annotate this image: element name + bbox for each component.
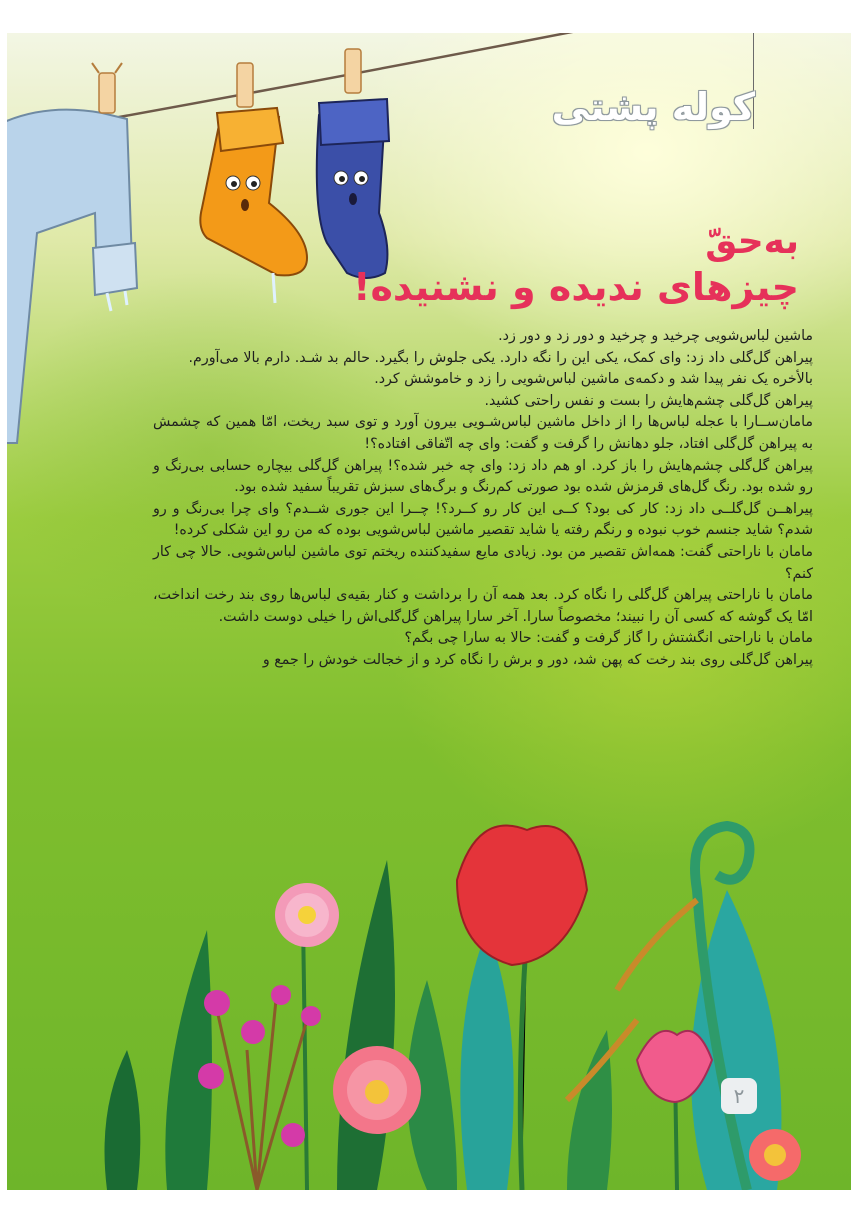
title-line-1: به‌حقّ [705,221,799,262]
story-text [153,326,813,672]
paragraph: مامان با ناراحتی پیراهن گل‌گلی را نگاه کرد. بعد همه آن را برداشت و کنار بقیه‌ی لباس‌ها روی بند رخت انداخت، امّا یک گوشه که کسی آن را نبیند؛ مخصوصاً سارا. آخر سارا پیراهن گل‌گلی‌اش را خیلی دوست داشت. [153,587,813,625]
pink-bud [204,990,230,1016]
small-flower [749,1129,801,1181]
paragraph: پیراهن گل‌گلی چشم‌هایش را بست و نفس راحتی کشید. [484,392,813,409]
red-flower [457,826,587,965]
paragraph: پیراهــن گل‌گلــی داد زد: کار کی بود؟ کــی این کار رو کــرد؟! چــرا این جوری شــدم؟ وای چرا بی‌رنگ و رو شدم؟ شاید جنسم خوب نبوده و رنگم رفته یا شاید تقصیر ماشین لباس‌شویی بوده که من رو این شکلی کرده! [153,500,813,539]
orange-sock [200,108,307,303]
magazine-page [7,33,851,1190]
pink-bud [301,1006,321,1026]
title-line-2: چیزهای ندیده و نشنیده! [353,265,799,309]
coral-flower [333,1046,421,1134]
article-title [353,219,799,312]
page-number: ۲ [721,1078,757,1114]
clothesline-illustration [7,33,851,363]
pink-bud [271,985,291,1005]
paragraph: پیراهن گل‌گلی روی بند رخت که پهن شد، دور و برش را نگاه کرد و از خجالت خودش را جمع و [262,651,813,668]
clothespin-icon [92,63,122,113]
clothespin-icon [345,49,361,93]
paragraph: بالأخره یک نفر پیدا شد و دکمه‌ی ماشین لباس‌شویی را زد و خاموشش کرد. [374,371,813,388]
pink-bud [241,1020,265,1044]
paragraph: ماشین لباس‌شویی چرخید و چرخید و دور زد و دور زد. [498,328,813,344]
pink-daisy [275,883,339,947]
shirt-sleeve [7,110,137,443]
paragraph: مامان‌ســارا با عجله لباس‌ها را از داخل ماشین لباس‌شـویی بیرون آورد و توی سبد ریخت، امّا همین که چشمش به پیراهن گل‌گلی افتاد، جلو دهانش را گرفت و گفت: وای چه اتّفاقی افتاده؟! [153,414,813,452]
paragraph: پیراهن گل‌گلی داد زد: وای کمک، یکی این را نگه دارد. یکی جلوش را بگیرد. حالم بد شـد. دارم بالا می‌آورم. [188,349,813,366]
garden-illustration [7,770,851,1190]
paragraph: مامان با ناراحتی گفت: همه‌اش تقصیر من بود. زیادی مایع سفیدکننده ریختم توی ماشین لباس‌شویی. حالا چی کار کنم؟ [153,543,813,582]
clothespin-icon [237,63,253,107]
paragraph: پیراهن گل‌گلی چشم‌هایش را باز کرد. او هم داد زد: وای چه خبر شده؟! پیراهن گل‌گلی بیچاره حسابی بی‌رنگ و رو شده بود. رنگ گل‌های قرمزش شده بود صورتی کم‌رنگ و برگ‌های سبزش تقریباً سفید شده بود. [153,457,813,496]
paragraph: مامان با ناراحتی انگشتش را گاز گرفت و گفت: حالا به سارا چی بگم؟ [404,630,813,647]
magazine-logo: کوله پشتی [551,85,755,129]
pink-bud [198,1063,224,1089]
pink-bud [281,1123,305,1147]
